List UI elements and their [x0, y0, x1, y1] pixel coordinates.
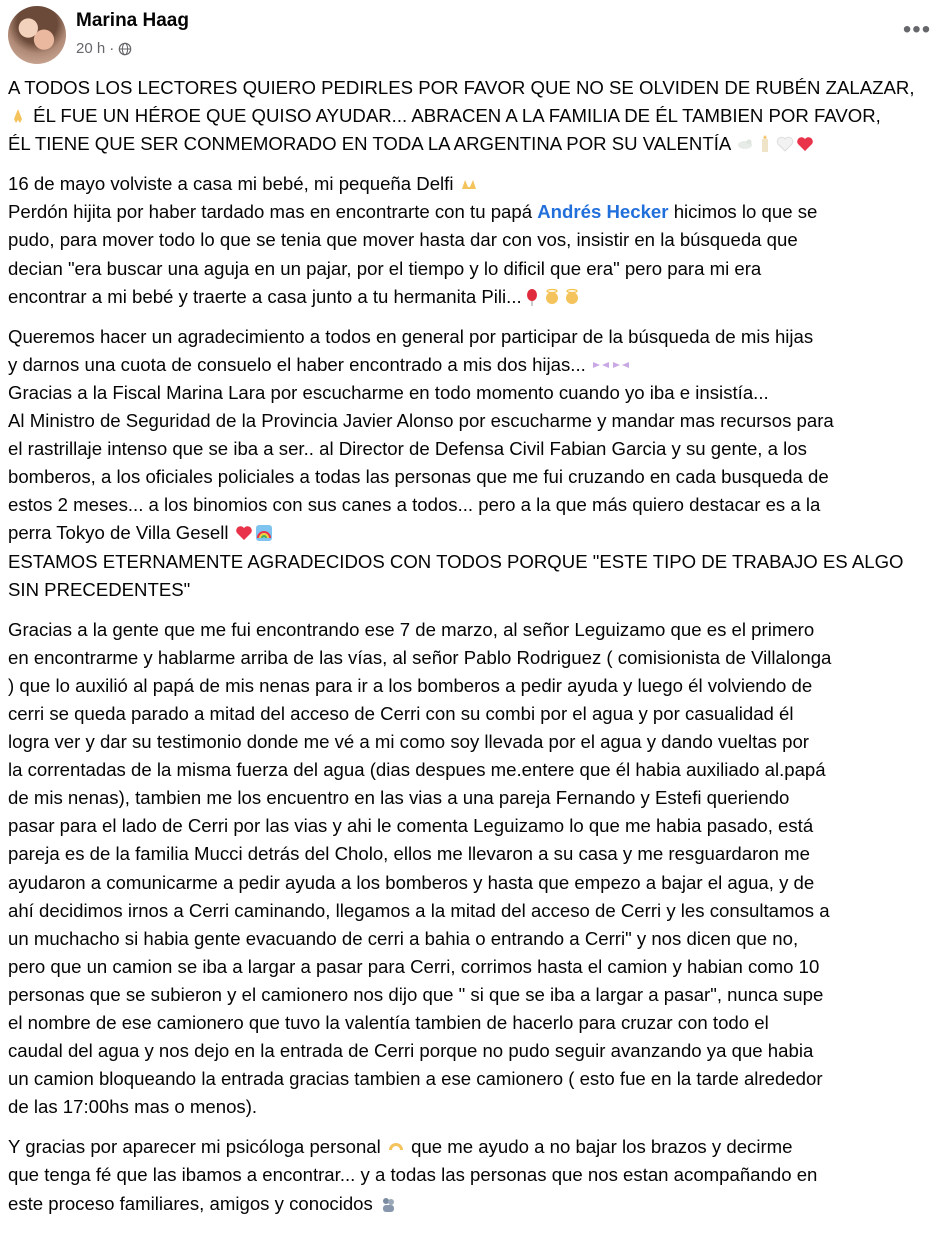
- post-body: [8, 74, 944, 1218]
- paragraph-1: [8, 74, 944, 158]
- text-line: de mis nenas), tambien me los encuentro en las vias a una pareja Fernando y Estefi queriendo: [8, 787, 790, 809]
- paragraph-5: [8, 1133, 944, 1217]
- post-meta: [76, 40, 132, 57]
- text-line: pudo, para mover todo lo que se tenia que mover hasta dar con vos, insistir en la búsqueda que: [8, 229, 798, 251]
- paragraph-2: [8, 170, 944, 310]
- post-time[interactable]: 20 h: [76, 40, 106, 57]
- text-line: Gracias a la Fiscal Marina Lara por escucharme en todo momento cuando yo iba e insistía...: [8, 381, 769, 403]
- text-line: de las 17:00hs mas o menos).: [8, 1096, 258, 1118]
- text-line: Y gracias por aparecer mi psicóloga personal que me ayudo a no bajar los brazos y decirme: [8, 1136, 793, 1158]
- paragraph-3: [8, 323, 944, 604]
- text-line: que tenga fé que las ibamos a encontrar... y a todas las personas que nos estan acompañando en: [8, 1164, 818, 1186]
- globe-icon: [118, 42, 132, 56]
- text-line: decian "era buscar una aguja en un pajar, por el tiempo y lo dificil que era" pero para mi era: [8, 257, 762, 279]
- text-line: 16 de mayo volviste a casa mi bebé, mi pequeña Delfi: [8, 170, 944, 198]
- author-name[interactable]: Marina Haag: [76, 10, 189, 31]
- text-line: Al Ministro de Seguridad de la Provincia Javier Alonso por escucharme y mandar mas recursos para: [8, 410, 834, 432]
- text-line: estos 2 meses... a los binomios con sus canes a todos... pero a la que más quiero destacar es a la: [8, 494, 821, 516]
- mention-andres-hecker[interactable]: Andrés Hecker: [537, 201, 669, 223]
- folded-hands-icon: [9, 107, 27, 125]
- text-line: pero que un camion se iba a largar a pasar para Cerri, corrimos hasta el camion y habian como 10: [8, 955, 820, 977]
- ribbon-icon: [592, 356, 610, 374]
- text-line: cerri se queda parado a mitad del acceso de Cerri con su combi por el agua y por casualidad él: [8, 702, 794, 724]
- text-line: SIN PRECEDENTES": [8, 578, 191, 600]
- text-line: caudal del agua y nos dejo en la entrada de Cerri porque no pudo seguir avanzando ya que habia: [8, 1040, 814, 1062]
- text-line: Gracias a la gente que me fui encontrando ese 7 de marzo, al señor Leguizamo que es el primero: [8, 618, 815, 640]
- text-line: ÉL TIENE QUE SER CONMEMORADO EN TODA LA ARGENTINA POR SU VALENTÍA: [8, 130, 944, 158]
- white-heart-icon: [776, 135, 794, 153]
- post-header: [0, 0, 950, 70]
- text-line: personas que se subieron y el camionero nos dijo que " si que se iba a largar a pasar", nunca supe: [8, 983, 824, 1005]
- text-line: ) que lo auxilió al papá de mis nenas para ir a los bomberos a pedir ayuda y luego él volviendo de: [8, 674, 813, 696]
- text-line: ESTAMOS ETERNAMENTE AGRADECIDOS CON TODOS PORQUE "ESTE TIPO DE TRABAJO ES ALGO: [8, 550, 904, 572]
- text-line: A TODOS LOS LECTORES QUIERO PEDIRLES POR FAVOR QUE NO SE OLVIDEN DE RUBÉN ZALAZAR,: [8, 77, 915, 98]
- text-line: pasar para el lado de Cerri por las vias y ahi le comenta Leguizamo lo que me habia pasado, está: [8, 815, 814, 837]
- text-line: bomberos, a los oficiales policiales a todas las personas que me fui cruzando en cada busqueda de: [8, 466, 829, 488]
- text-line: el rastrillaje intenso que se iba a ser.. al Director de Defensa Civil Fabian Garcia y su gente, a los: [8, 438, 807, 460]
- text-line: ayudaron a comunicarme a pedir ayuda a los bomberos y hasta que empezo a bajar el agua, y de: [8, 871, 815, 893]
- text-line: Perdón hijita por haber tardado mas en encontrarte con tu papá Andrés Hecker hicimos lo que se: [8, 201, 818, 223]
- heart-hands-icon: [387, 1138, 405, 1156]
- text-line: el nombre de ese camionero que tuvo la valentía tambien de hacerlo para cruzar con todo el: [8, 1012, 769, 1033]
- text-line: Queremos hacer un agradecimiento a todos en general por participar de la búsqueda de mis hijas: [8, 325, 814, 347]
- text-line: perra Tokyo de Villa Gesell: [8, 519, 944, 547]
- balloon-icon: [523, 288, 541, 306]
- candle-icon: [756, 135, 774, 153]
- rainbow-icon: [255, 524, 273, 542]
- open-hands-icon: [460, 175, 478, 193]
- ribbon-icon: [612, 356, 630, 374]
- red-heart-icon: [235, 524, 253, 542]
- text-line: pareja es de la familia Mucci detrás del Cholo, ellos me llevaron a su casa y me resguardaron me: [8, 843, 810, 865]
- angel-baby-icon: [563, 288, 581, 306]
- more-options-icon[interactable]: •••: [902, 16, 932, 43]
- angel-baby-icon: [543, 288, 561, 306]
- hug-icon: [379, 1195, 397, 1213]
- text-line: ÉL FUE UN HÉROE QUE QUISO AYUDAR... ABRACEN A LA FAMILIA DE ÉL TAMBIEN POR FAVOR,: [8, 102, 944, 130]
- author-avatar[interactable]: [8, 6, 66, 64]
- text-line: en encontrarme y hablarme arriba de las vías, al señor Pablo Rodriguez ( comisionista de Villalonga: [8, 646, 832, 668]
- text-line: un muchacho si habia gente evacuando de cerri a bahia o entrando a Cerri" y nos dicen que no,: [8, 927, 799, 949]
- meta-separator: ·: [109, 40, 115, 57]
- text-line: ahí decidimos irnos a Cerri caminando, llegamos a la mitad del acceso de Cerri y les consultamos a: [8, 899, 830, 921]
- text-line: un camion bloqueando la entrada gracias tambien a ese camionero ( esto fue en la tarde alrededor: [8, 1068, 823, 1090]
- text-line: y darnos una cuota de consuelo el haber encontrado a mis dos hijas...: [8, 351, 944, 379]
- red-heart-icon: [796, 135, 814, 153]
- text-line: logra ver y dar su testimonio donde me vé a mi como soy llevada por el agua y dando vueltas por: [8, 731, 810, 753]
- dove-icon: [736, 135, 754, 153]
- text-line: encontrar a mi bebé y traerte a casa junto a tu hermanita Pili...: [8, 283, 944, 311]
- text-line: la correntadas de la misma fuerza del agua (dias despues me.entere que él habia auxiliado al.papá: [8, 759, 826, 781]
- text-line: este proceso familiares, amigos y conocidos: [8, 1190, 944, 1218]
- paragraph-4: [8, 616, 944, 1122]
